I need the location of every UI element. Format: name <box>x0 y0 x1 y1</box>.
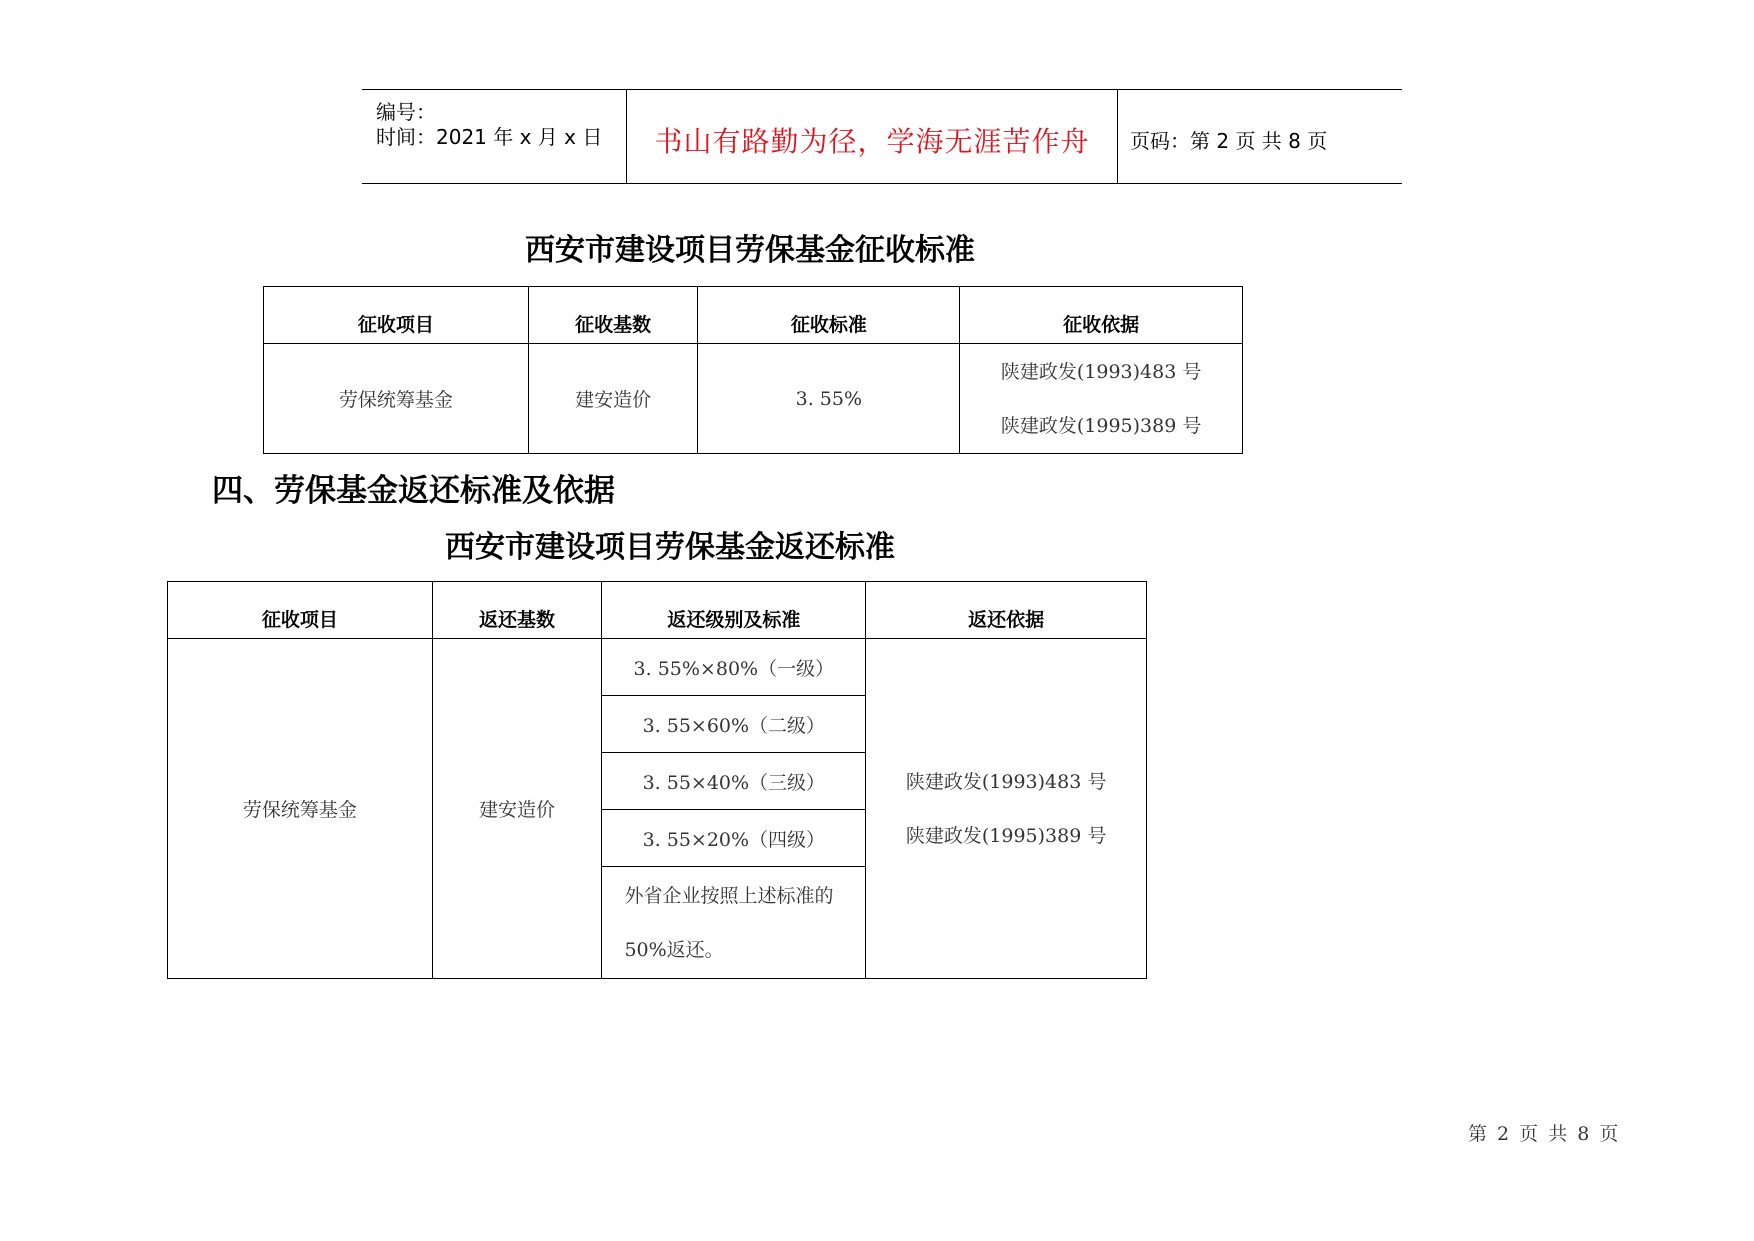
table1-title: 西安市建设项目劳保基金征收标准 <box>525 233 975 268</box>
table-header-cell: 征收基数 <box>528 287 698 344</box>
table-header-cell: 征收标准 <box>698 287 960 344</box>
basis-line: 陕建政发(1993)483 号 <box>1000 360 1202 383</box>
refund-level-cell: 3. 55%×80%（一级） <box>602 639 866 696</box>
document-date-label: 时间：2021 年 x 月 x 日 <box>376 125 603 149</box>
levy-basis-cell <box>960 344 1243 454</box>
refund-level-cell: 3. 55×20%（四级） <box>602 810 866 867</box>
table-header-cell: 征收项目 <box>168 582 433 639</box>
levy-standard-table <box>263 286 1243 454</box>
basis-line: 陕建政发(1993)483 号 <box>905 770 1107 793</box>
refund-note-cell: 外省企业按照上述标准的50%返还。 <box>602 867 866 979</box>
refund-level-cell: 3. 55×40%（三级） <box>602 753 866 810</box>
page-header <box>362 89 1402 184</box>
table-header-cell: 征收项目 <box>264 287 529 344</box>
refund-item-cell: 劳保统筹基金 <box>168 639 433 979</box>
table-header-row <box>168 582 1147 639</box>
table-header-cell: 返还依据 <box>866 582 1147 639</box>
section-heading: 四、劳保基金返还标准及依据 <box>212 473 615 509</box>
header-left-cell <box>362 90 627 183</box>
refund-level-cell: 3. 55×60%（二级） <box>602 696 866 753</box>
page-footer: 第 2 页 共 8 页 <box>1468 1123 1619 1145</box>
table-header-cell: 征收依据 <box>960 287 1243 344</box>
levy-item-cell: 劳保统筹基金 <box>264 344 529 454</box>
header-motto: 书山有路勤为径，学海无涯苦作舟 <box>654 125 1090 158</box>
table-row <box>264 344 1243 454</box>
basis-line: 陕建政发(1995)389 号 <box>1000 414 1202 437</box>
refund-basis-cell <box>866 639 1147 979</box>
document-number-label: 编号： <box>376 100 436 124</box>
levy-standard-cell: 3. 55% <box>698 344 960 454</box>
header-page-label: 页码：第 2 页 共 8 页 <box>1130 129 1328 153</box>
header-middle-cell <box>627 90 1118 183</box>
basis-line: 陕建政发(1995)389 号 <box>905 824 1107 847</box>
refund-standard-table <box>167 581 1147 979</box>
table2-title: 西安市建设项目劳保基金返还标准 <box>445 530 895 565</box>
table-header-row <box>264 287 1243 344</box>
header-right-cell <box>1118 90 1402 183</box>
table-row <box>168 639 1147 696</box>
table-header-cell: 返还级别及标准 <box>602 582 866 639</box>
levy-base-cell: 建安造价 <box>528 344 698 454</box>
refund-base-cell: 建安造价 <box>432 639 602 979</box>
table-header-cell: 返还基数 <box>432 582 602 639</box>
